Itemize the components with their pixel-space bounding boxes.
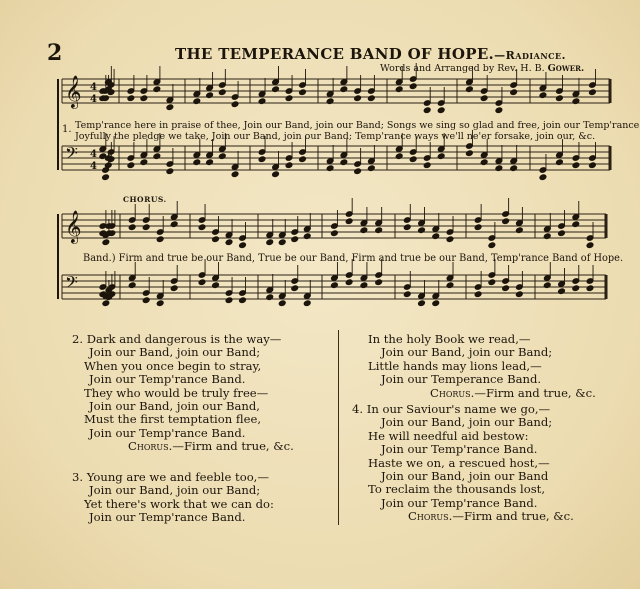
note-head bbox=[326, 165, 334, 172]
note-head bbox=[466, 86, 474, 93]
stanza-2 bbox=[72, 333, 294, 454]
note-head bbox=[331, 282, 339, 289]
stanza-line: Haste we on, a rescued host,— bbox=[368, 455, 550, 470]
note-head bbox=[395, 86, 403, 93]
note-head bbox=[193, 98, 201, 105]
stanza-line: Dark and dangerous is the way— bbox=[86, 332, 282, 346]
note-head bbox=[589, 89, 597, 96]
note-head bbox=[543, 282, 551, 289]
note-head bbox=[285, 162, 293, 169]
note-head bbox=[543, 233, 551, 240]
note-head bbox=[340, 86, 348, 93]
stanza-chorus-ref bbox=[352, 387, 596, 400]
stanza-number: 3. bbox=[72, 470, 84, 484]
note-head bbox=[360, 282, 368, 289]
note-head bbox=[239, 242, 247, 249]
chorus-label: Chorus. bbox=[408, 509, 453, 524]
note-head bbox=[291, 285, 299, 292]
stanza-line: Young are we and feeble too,— bbox=[86, 470, 269, 484]
note-head bbox=[572, 221, 580, 228]
note-head bbox=[466, 150, 474, 157]
bass-clef-icon: 𝄢 bbox=[65, 143, 78, 167]
note-head bbox=[278, 300, 286, 307]
note-head bbox=[572, 285, 580, 292]
note-head bbox=[102, 300, 110, 307]
note-head bbox=[360, 227, 368, 234]
note-head bbox=[206, 159, 214, 166]
note-head bbox=[572, 162, 580, 169]
note-head bbox=[556, 95, 564, 102]
note-head bbox=[558, 288, 566, 295]
note-head bbox=[375, 227, 383, 234]
note-head bbox=[423, 107, 431, 114]
time-signature: 4 bbox=[90, 149, 97, 160]
stanza-line: Join our Temp'rance Band. bbox=[89, 425, 246, 440]
stanza-line: Join our Band, join our Band; bbox=[381, 415, 553, 430]
stanza-line: Join our Band, join our Band; bbox=[381, 345, 553, 360]
note-head bbox=[488, 242, 496, 249]
note-head bbox=[368, 165, 376, 172]
stanza-line: To reclaim the thousands lost, bbox=[368, 482, 546, 497]
note-head bbox=[403, 291, 411, 298]
note-head bbox=[516, 227, 524, 234]
note-head bbox=[446, 282, 454, 289]
stanza-line: Join our Temp'rance Band. bbox=[381, 442, 538, 457]
note-head bbox=[480, 95, 488, 102]
stanza-line: In the holy Book we read,— bbox=[368, 332, 531, 346]
note-head bbox=[272, 171, 280, 178]
note-head bbox=[266, 294, 274, 301]
note-head bbox=[480, 159, 488, 166]
stanza-line: Join our Band, join our Band; bbox=[89, 345, 261, 360]
note-head bbox=[291, 236, 299, 243]
credit-name: Gower. bbox=[547, 63, 585, 74]
note-head bbox=[166, 168, 174, 175]
note-head bbox=[502, 285, 510, 292]
time-signature: 4 bbox=[90, 161, 97, 172]
chorus-heading: CHORUS. bbox=[123, 195, 167, 204]
note-head bbox=[331, 230, 339, 237]
note-head bbox=[340, 159, 348, 166]
stanza-4 bbox=[352, 403, 574, 524]
note-head bbox=[278, 239, 286, 246]
credit-prefix: Words and Arranged by Rev. H. B. bbox=[380, 63, 545, 74]
note-head bbox=[140, 95, 148, 102]
note-head bbox=[239, 297, 247, 304]
note-head bbox=[258, 98, 266, 105]
stanza-line: When you once begin to stray, bbox=[84, 358, 262, 373]
note-head bbox=[170, 285, 178, 292]
stanza-line: Join our Temperance Band. bbox=[381, 372, 542, 387]
note-head bbox=[127, 162, 135, 169]
note-head bbox=[516, 291, 524, 298]
note-head bbox=[474, 291, 482, 298]
note-head bbox=[502, 218, 510, 225]
note-head bbox=[345, 218, 353, 225]
note-head bbox=[589, 162, 597, 169]
stanza-number: 2. bbox=[72, 332, 84, 346]
stanza-chorus-ref bbox=[72, 440, 294, 453]
note-head bbox=[231, 101, 239, 108]
note-head bbox=[495, 107, 503, 114]
note-head bbox=[586, 285, 594, 292]
verse-1-lyric-line-1: Temp'rance here in praise of thee, Join our Band, join our Band; Songs we sing so glad and free, join our Temp'rance bbox=[75, 120, 640, 131]
stanza-line: They who would be truly free— bbox=[84, 385, 269, 400]
note-head bbox=[510, 89, 518, 96]
time-signature: 4 bbox=[90, 82, 97, 93]
note-head bbox=[102, 239, 110, 246]
stanza-line: Little hands may lions lead,— bbox=[368, 358, 542, 373]
note-head bbox=[437, 153, 445, 160]
note-head bbox=[326, 98, 334, 105]
note-head bbox=[127, 95, 135, 102]
note-head bbox=[225, 297, 233, 304]
stanza-line: He will needful aid bestow: bbox=[368, 428, 529, 443]
note-head bbox=[198, 279, 206, 286]
note-head bbox=[488, 279, 496, 286]
note-head bbox=[510, 165, 518, 172]
stanza-line: Yet there's work that we can do: bbox=[84, 496, 274, 511]
note-head bbox=[272, 86, 280, 93]
chorus-lyric: Band.) Firm and true be our Band, True be our Band, Firm and true be our Band, Temp'rance Band of Hope. bbox=[83, 253, 624, 264]
stanza-line: Join our Band, join our Band, bbox=[89, 399, 260, 414]
chorus-ref-text: —Firm and true, &c. bbox=[172, 439, 294, 454]
note-head bbox=[193, 159, 201, 166]
note-head bbox=[166, 104, 174, 111]
note-head bbox=[285, 95, 293, 102]
stanza-line: Join our Temp'rance Band. bbox=[89, 510, 246, 525]
note-head bbox=[409, 156, 417, 163]
note-head bbox=[212, 282, 220, 289]
note-head bbox=[303, 233, 311, 240]
stanza-3 bbox=[72, 471, 274, 525]
note-head bbox=[437, 107, 445, 114]
note-head bbox=[345, 279, 353, 286]
note-head bbox=[219, 89, 227, 96]
note-head bbox=[198, 224, 206, 231]
stanza-number: 4. bbox=[352, 402, 364, 416]
note-head bbox=[403, 224, 411, 231]
note-head bbox=[212, 236, 220, 243]
treble-clef-icon: 𝄞 bbox=[65, 75, 82, 108]
stanza-line: Join our Temp'rance Band. bbox=[89, 372, 246, 387]
note-head bbox=[572, 98, 580, 105]
note-head bbox=[153, 153, 161, 160]
tune-name: —Radiance. bbox=[494, 49, 566, 62]
verse-number: 1. bbox=[62, 124, 72, 135]
note-head bbox=[299, 156, 307, 163]
chorus-label: Chorus. bbox=[430, 385, 475, 400]
note-head bbox=[231, 171, 239, 178]
column-divider bbox=[338, 330, 339, 525]
stanza-3-continued bbox=[352, 333, 596, 400]
note-head bbox=[409, 83, 417, 90]
note-head bbox=[558, 230, 566, 237]
note-head bbox=[266, 239, 274, 246]
note-head bbox=[206, 92, 214, 99]
stanza-line: In our Saviour's name we go,— bbox=[366, 402, 551, 416]
note-head bbox=[539, 92, 547, 99]
note-head bbox=[142, 297, 150, 304]
stanza-line: Join our Temp'rance Band. bbox=[381, 495, 538, 510]
note-head bbox=[225, 239, 233, 246]
stanza-line: Must the first temptation flee, bbox=[84, 412, 262, 427]
note-head bbox=[128, 282, 136, 289]
note-head bbox=[128, 224, 136, 231]
note-head bbox=[354, 95, 362, 102]
note-head bbox=[539, 174, 547, 181]
note-head bbox=[303, 300, 311, 307]
song-title-text: THE TEMPERANCE BAND OF HOPE. bbox=[175, 45, 495, 63]
note-head bbox=[432, 233, 440, 240]
note-head bbox=[219, 153, 227, 160]
note-head bbox=[586, 242, 594, 249]
stanza-line: Join our Band, join our Band bbox=[381, 469, 549, 484]
note-head bbox=[156, 300, 164, 307]
note-head bbox=[299, 89, 307, 96]
chorus-ref-text: —Firm and true, &c. bbox=[474, 385, 596, 400]
stanza-line: Join our Band, join our Band; bbox=[89, 483, 261, 498]
chorus-ref-text: —Firm and true, &c. bbox=[452, 509, 574, 524]
treble-clef-icon: 𝄞 bbox=[65, 210, 82, 243]
note-head bbox=[102, 174, 110, 181]
note-head bbox=[556, 159, 564, 166]
bass-clef-icon: 𝄢 bbox=[65, 272, 78, 296]
note-head bbox=[418, 227, 426, 234]
time-signature: 4 bbox=[90, 94, 97, 105]
note-head bbox=[153, 86, 161, 93]
note-head bbox=[395, 153, 403, 160]
page-number: 2 bbox=[47, 40, 63, 66]
note-head bbox=[368, 95, 376, 102]
verse-1-lyric-line-2: Joyfully the pledge we take, Join our Band, join our Band; Temp'rance ways we'll ne'er forsake, join our, &c. bbox=[75, 131, 596, 142]
note-head bbox=[423, 162, 431, 169]
note-head bbox=[375, 279, 383, 286]
note-head bbox=[156, 236, 164, 243]
stanza-chorus-ref bbox=[352, 510, 574, 523]
note-head bbox=[258, 156, 266, 163]
note-head bbox=[474, 224, 482, 231]
note-head bbox=[142, 224, 150, 231]
note-head bbox=[105, 162, 113, 169]
note-head bbox=[446, 236, 454, 243]
note-head bbox=[170, 221, 178, 228]
note-head bbox=[354, 168, 362, 175]
note-head bbox=[418, 300, 426, 307]
chorus-label: Chorus. bbox=[128, 439, 173, 454]
note-head bbox=[140, 159, 148, 166]
note-head bbox=[495, 165, 503, 172]
note-head bbox=[432, 300, 440, 307]
